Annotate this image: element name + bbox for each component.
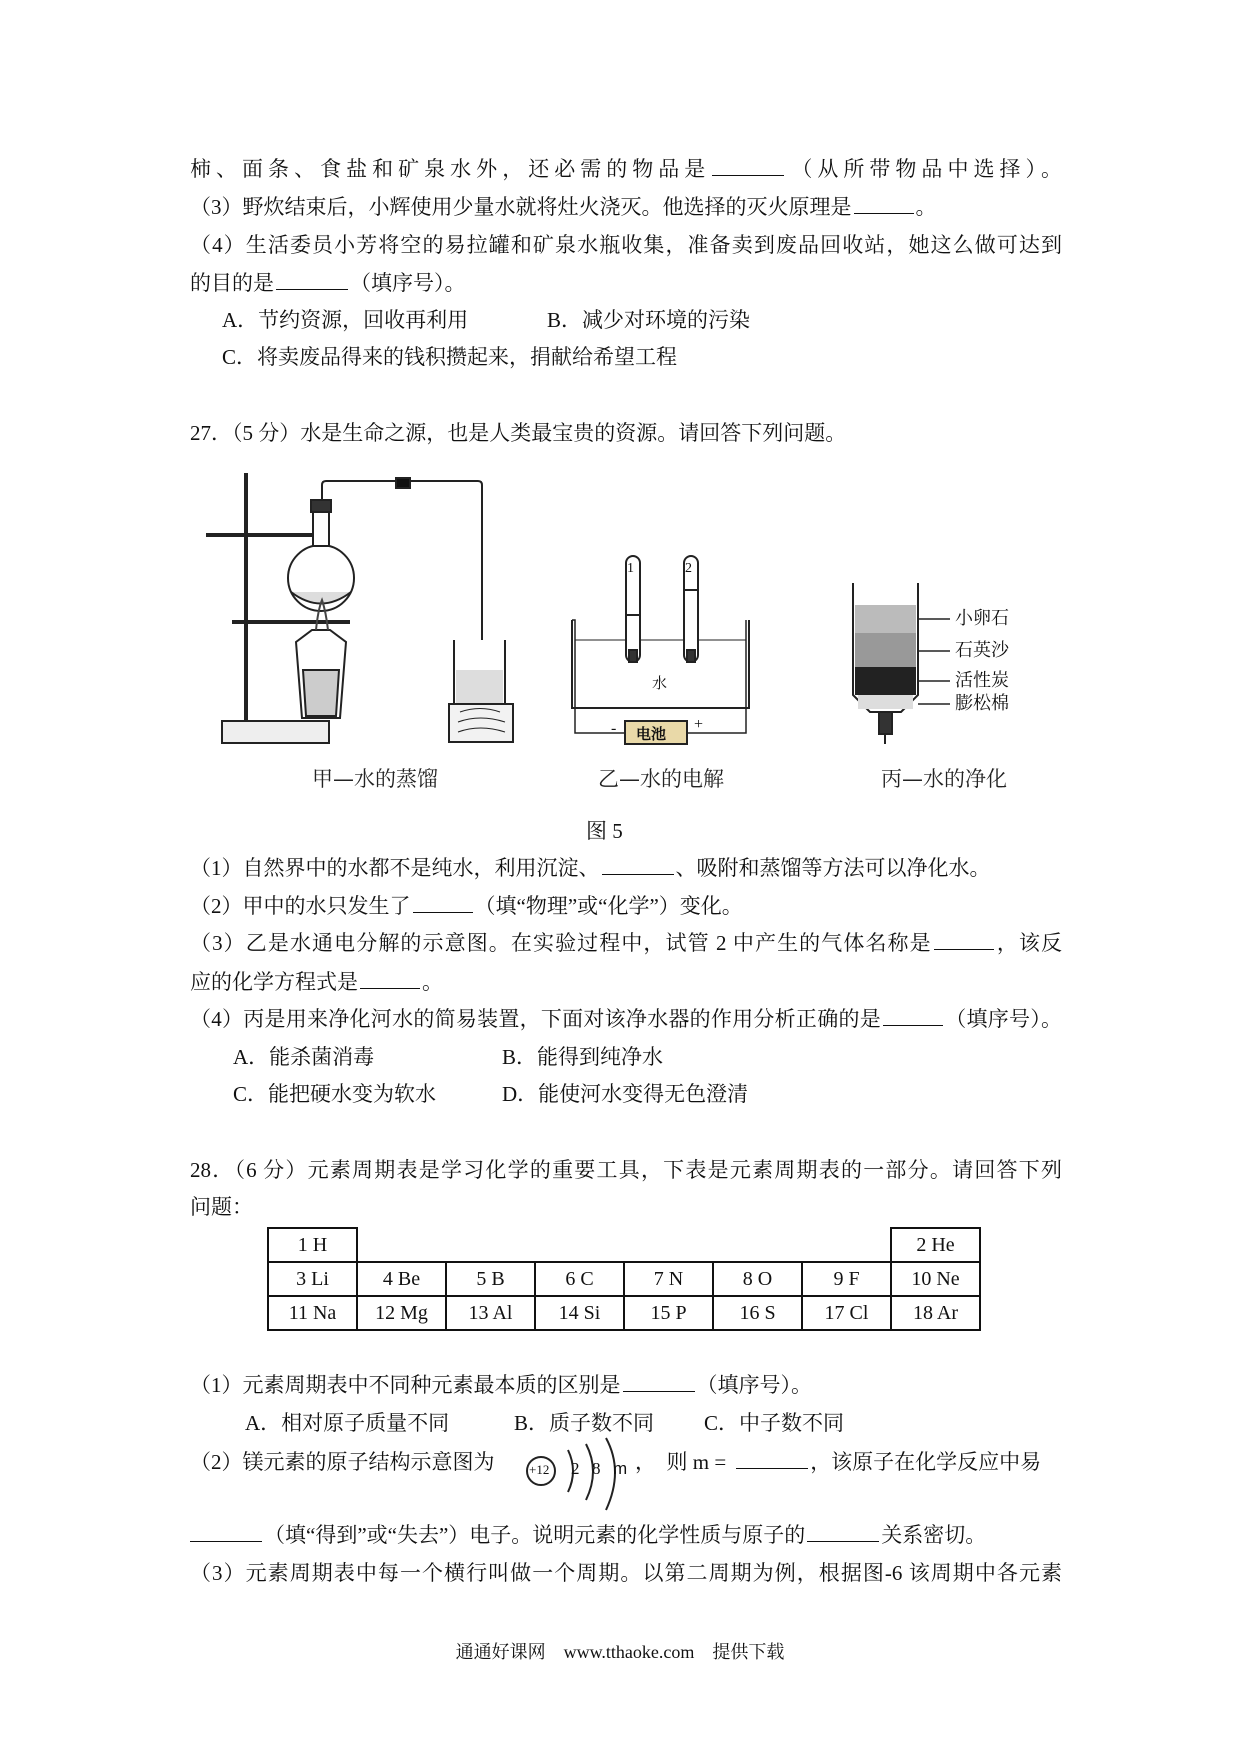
q27-s3-cont: 应的化学方程式是 。 <box>190 970 443 994</box>
page-footer: 通通好课网 www.tthaoke.com 提供下载 <box>455 1642 785 1662</box>
table-row <box>268 1296 980 1330</box>
q28-option-a: A．相对原子质量不同 <box>245 1411 450 1435</box>
atom-structure-diagram <box>520 1436 635 1516</box>
nozzle <box>879 712 892 734</box>
shell-2-electrons: 8 <box>592 1459 601 1478</box>
answer-blank[interactable] <box>602 854 674 875</box>
table-cell: 3 Li <box>268 1262 357 1296</box>
shell-3-electrons: m <box>613 1459 628 1478</box>
plus-label: + <box>694 716 704 733</box>
table-cell: 17 Cl <box>802 1296 891 1330</box>
table-cell: 18 Ar <box>891 1296 980 1330</box>
layer-label: 小卵石 <box>955 608 1009 629</box>
table-cell: 5 B <box>446 1262 535 1296</box>
distillation-apparatus <box>206 473 513 743</box>
q26-line3: （4）生活委员小芳将空的易拉罐和矿泉水瓶收集，准备卖到废品回收站，她这么做可达到 <box>190 233 1062 257</box>
table-cell: 14 Si <box>535 1296 624 1330</box>
figure-5-apparatus <box>0 0 1240 800</box>
q27-option-a: A．能杀菌消毒 <box>233 1045 375 1069</box>
table-cell: 6 C <box>535 1262 624 1296</box>
battery-label: 电池 <box>636 727 667 743</box>
nucleus-charge: +12 <box>529 1462 550 1477</box>
table-cell: 16 S <box>713 1296 802 1330</box>
table-cell: 11 Na <box>268 1296 357 1330</box>
figure-label: 图 5 <box>586 819 623 843</box>
carbon-layer <box>855 667 916 695</box>
layer-label: 膨松棉 <box>955 693 1009 714</box>
table-cell: 7 N <box>624 1262 713 1296</box>
q27-s2: （2）甲中的水只发生了 （填“物理”或“化学”）变化。 <box>190 894 743 918</box>
periodic-table <box>267 1227 981 1331</box>
q28-title: 28．（6 分）元素周期表是学习化学的重要工具，下表是元素周期表的一部分。请回答下列 <box>190 1158 1062 1182</box>
cotton-layer <box>858 695 913 709</box>
caption-purification: 丙—水的净化 <box>881 767 1007 791</box>
table-cell: 12 Mg <box>357 1296 446 1330</box>
table-cell: 2 He <box>891 1228 980 1262</box>
tube-2-label: 2 <box>685 561 692 576</box>
q28-s2-a: （2）镁元素的原子结构示意图为 <box>190 1450 495 1474</box>
answer-blank[interactable] <box>736 1448 808 1469</box>
q27-title: 27．（5 分）水是生命之源，也是人类最宝贵的资源。请回答下列问题。 <box>190 421 847 445</box>
table-cell: 4 Be <box>357 1262 446 1296</box>
water-label: 水 <box>652 676 668 692</box>
table-row <box>268 1262 980 1296</box>
shell-1-electrons: 2 <box>571 1459 580 1478</box>
layer-label: 活性炭 <box>955 670 1009 691</box>
tube-1-label: 1 <box>627 561 634 576</box>
q28-title-cont: 问题： <box>190 1195 253 1219</box>
answer-blank[interactable] <box>807 1521 879 1542</box>
q26-line4: 的目的是 （填序号）。 <box>190 271 466 295</box>
pebble-layer <box>855 605 916 633</box>
caption-electrolysis: 乙—水的电解 <box>598 767 724 791</box>
answer-blank[interactable] <box>934 929 994 950</box>
water-filter <box>853 583 950 744</box>
table-cell: 9 F <box>802 1262 891 1296</box>
answer-blank[interactable] <box>413 892 473 913</box>
q28-s1: （1）元素周期表中不同种元素最本质的区别是 （填序号）。 <box>190 1373 812 1397</box>
answer-blank[interactable] <box>623 1371 695 1392</box>
caption-distillation: 甲—水的蒸馏 <box>312 767 438 791</box>
q28-s2-cont: （填“得到”或“失去”）电子。说明元素的化学性质与原子的 关系密切。 <box>190 1521 986 1549</box>
layer-label: 石英沙 <box>955 640 1009 661</box>
q27-s1: （1）自然界中的水都不是纯水，利用沉淀、 、吸附和蒸馏等方法可以净化水。 <box>190 856 991 880</box>
q26-option-a: A．节约资源，回收再利用 <box>222 308 469 332</box>
stand-base <box>222 721 329 743</box>
q26-line1: 柿、面条、食盐和矿泉水外，还必需的物品是 （从所带物品中选择）。 <box>190 157 1063 181</box>
q27-option-b: B．能得到纯净水 <box>502 1045 664 1069</box>
water-trough <box>572 620 749 708</box>
q28-option-b: B．质子数不同 <box>514 1411 655 1435</box>
table-cell: 15 P <box>624 1296 713 1330</box>
q26-line2: （3）野炊结束后，小辉使用少量水就将灶火浇灭。他选择的灭火原理是 。 <box>190 195 937 219</box>
tube-connector <box>396 478 410 488</box>
q27-option-c: C．能把硬水变为软水 <box>233 1082 437 1106</box>
table-cell: 8 O <box>713 1262 802 1296</box>
table-cell: 10 Ne <box>891 1262 980 1296</box>
minus-label: - <box>611 720 617 737</box>
electrolysis-apparatus <box>572 556 749 744</box>
q28-option-c: C．中子数不同 <box>704 1411 845 1435</box>
q28-s3: （3）元素周期表中每一个横行叫做一个周期。以第二周期为例，根据图-6 该周期中各元素 <box>190 1561 1062 1585</box>
q26-option-c: C．将卖废品得来的钱积攒起来，捐献给希望工程 <box>222 345 678 369</box>
q28-s2-b: ， 则 m = ，该原子在化学反应中易 <box>635 1450 1042 1474</box>
sand-layer <box>855 633 916 667</box>
q27-s3: （3）乙是水通电分解的示意图。在实验过程中，试管 2 中产生的气体名称是 ，该反 <box>190 931 1063 955</box>
table-cell: 1 H <box>268 1228 357 1262</box>
wood-block <box>449 704 513 742</box>
q27-s4: （4）丙是用来净化河水的简易装置，下面对该净水器的作用分析正确的是 （填序号）。 <box>190 1007 1063 1031</box>
answer-blank[interactable] <box>883 1005 943 1026</box>
table-row <box>268 1228 980 1262</box>
answer-blank[interactable] <box>360 968 420 989</box>
q26-option-b: B．减少对环境的污染 <box>547 308 751 332</box>
table-cell: 13 Al <box>446 1296 535 1330</box>
q27-option-d: D．能使河水变得无色澄清 <box>502 1082 749 1106</box>
answer-blank[interactable] <box>190 1521 262 1542</box>
